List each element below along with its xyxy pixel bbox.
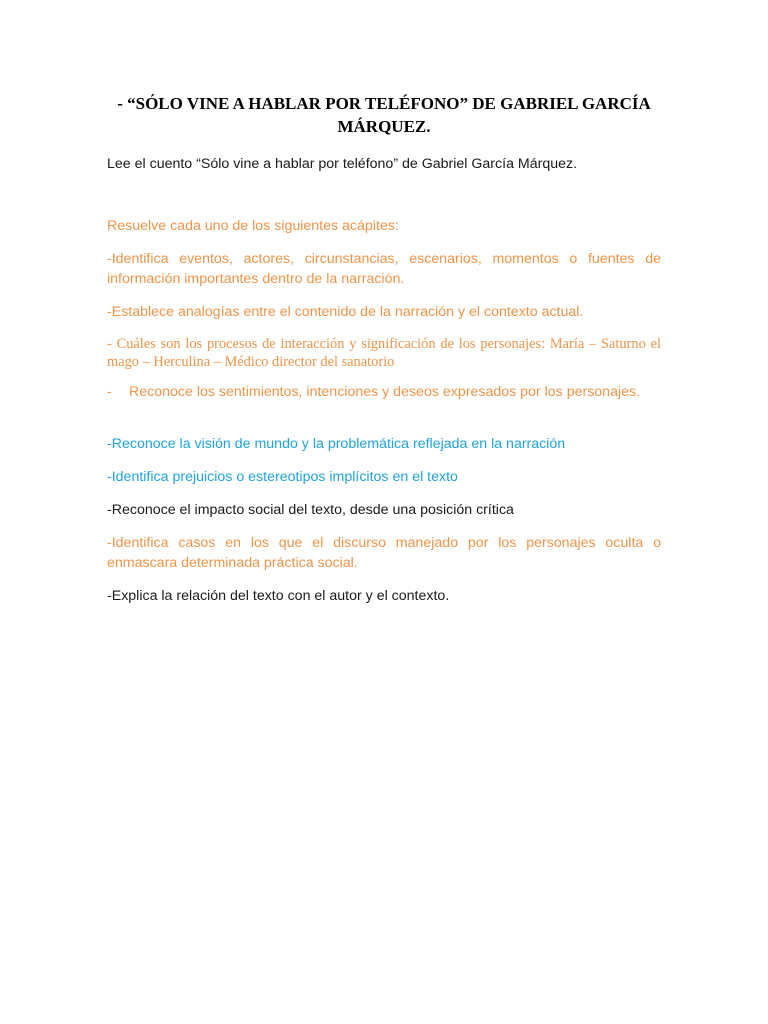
item-social-impact: -Reconoce el impacto social del texto, desde una posición crítica	[107, 502, 514, 518]
item-prejudices: -Identifica prejuicios o estereotipos implícitos en el texto	[107, 469, 458, 485]
item-author-context: -Explica la relación del texto con el autor y el contexto.	[107, 588, 450, 604]
item-discourse-cases: -Identifica casos en los que el discurso manejado por los personajes oculta o enmascara determinada práctica social.	[107, 535, 661, 571]
document-title: - “SÓLO VINE A HABLAR POR TELÉFONO” DE GABRIEL GARCÍA MÁRQUEZ.	[117, 94, 651, 136]
item-analogies: -Establece analogías entre el contenido de la narración y el contexto actual.	[107, 304, 584, 320]
item-recognize-feelings	[107, 382, 661, 402]
instruction-heading: Resuelve cada uno de los siguientes acápites:	[107, 218, 399, 234]
item-identify-events: -Identifica eventos, actores, circunstancias, escenarios, momentos o fuentes de información importantes dentro de la narración.	[107, 251, 661, 287]
intro-paragraph: Lee el cuento “Sólo vine a hablar por teléfono” de Gabriel García Márquez.	[107, 156, 578, 172]
item-recognize-feelings-text: Reconoce los sentimientos, intenciones y deseos expresados por los personajes.	[129, 384, 641, 400]
item-interaction-processes: - Cuáles son los procesos de interacción y significación de los personajes: María – Saturno el mago – Herculina – Médico director del sanatorio	[107, 336, 661, 370]
item-world-vision: -Reconoce la visión de mundo y la problemática reflejada en la narración	[107, 436, 566, 452]
dash-bullet: -	[107, 384, 112, 400]
